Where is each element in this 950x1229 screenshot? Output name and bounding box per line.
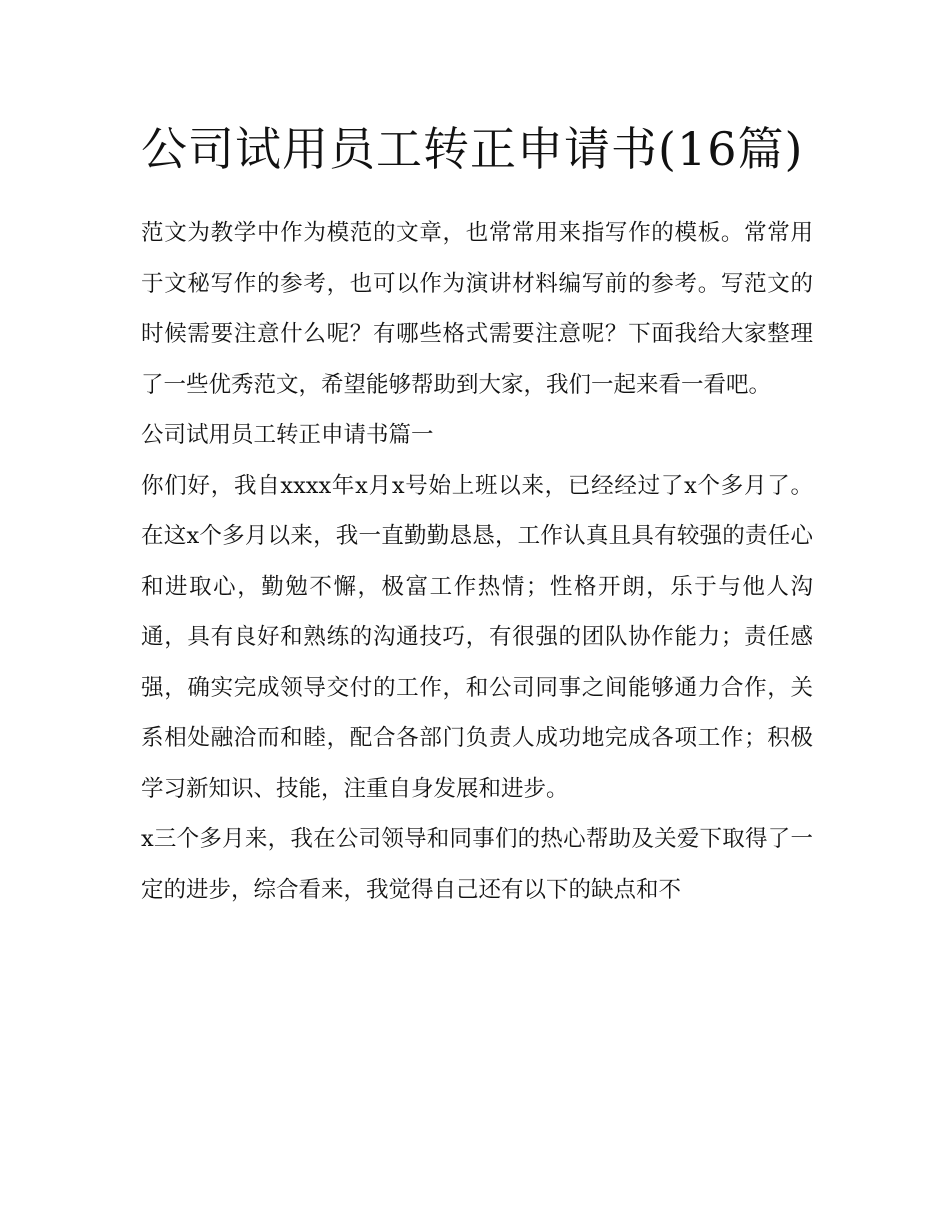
body-paragraph-1: 你们好，我自xxxx年x月x号始上班以来，已经经过了x个多月了。在这x个多月以来，我一直勤勤恳恳，工作认真且具有较强的责任心和进取心，勤勉不懈，极富工作热情；性格开朗，乐于与他人沟通，具有良好和熟练的沟通技巧，有很强的团队协作能力；责任感强，确实完成领导交付的工作，和公司同事之间能够通力合作，关系相处融洽而和睦，配合各部门负责人成功地完成各项工作；积极学习新知识、技能，注重自身发展和进步。	[141, 472, 813, 802]
document-content	[141, 112, 813, 915]
body-paragraph-2: x三个多月来，我在公司领导和同事们的热心帮助及关爱下取得了一定的进步，综合看来，我觉得自己还有以下的缺点和不	[141, 826, 813, 903]
section-heading: 公司试用员工转正申请书篇一	[141, 422, 434, 448]
document-title: 公司试用员工转正申请书(16篇)	[141, 122, 804, 176]
intro-paragraph: 范文为教学中作为模范的文章，也常常用来指写作的模板。常常用于文秘写作的参考，也可以作为演讲材料编写前的参考。写范文的时候需要注意什么呢？有哪些格式需要注意呢？下面我给大家整理了一些优秀范文，希望能够帮助到大家，我们一起来看一看吧。	[141, 220, 813, 398]
